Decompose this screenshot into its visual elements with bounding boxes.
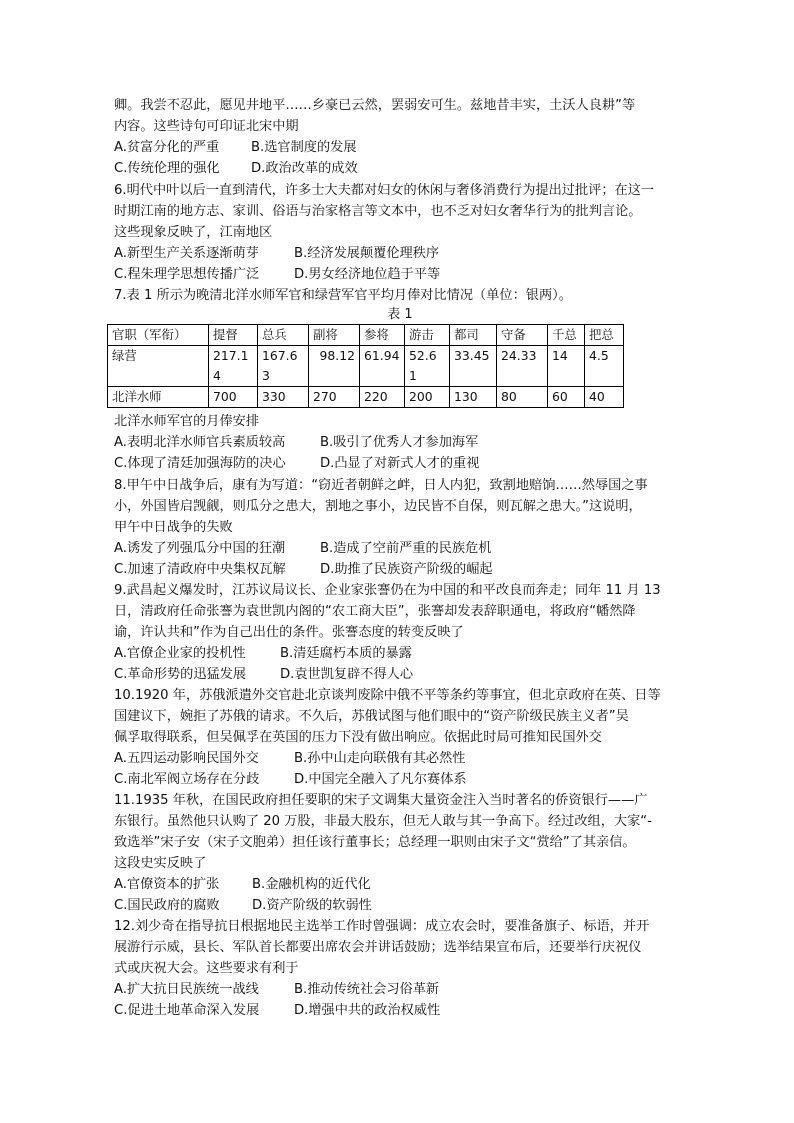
- table-cell: 绿营: [108, 346, 209, 387]
- table-cell: 200: [405, 387, 450, 408]
- q11-text-line-2: 东银行。虽然他只认购了 20 万股，非最大股东，但无人敢与其一争高下。经过改组，大家“-: [114, 814, 652, 829]
- q10-option-c: C.南北军阀立场存在分歧: [114, 772, 260, 787]
- table-header-cell: 总兵: [258, 325, 309, 346]
- q7-option-a: A.表明北洋水师官兵素质较高: [114, 435, 286, 450]
- q5-option-a: A.贫富分化的严重: [114, 140, 220, 155]
- q8-option-a: A.诱发了列强瓜分中国的狂潮: [114, 541, 286, 556]
- q9-text-line-2: 日，清政府任命张謇为袁世凯内阁的“农工商大臣”，张謇却发表辞职通电，将政府“幡然降: [114, 604, 636, 619]
- table-row: [108, 387, 624, 408]
- salary-table: [107, 324, 624, 408]
- table-cell: 98.12: [309, 346, 360, 387]
- table-caption: 表 1: [387, 307, 413, 322]
- table-cell: 700: [209, 387, 258, 408]
- table-cell: 33.45: [450, 346, 497, 387]
- q10-option-d: D.中国完全融入了凡尔赛体系: [294, 772, 467, 787]
- table-cell: 220: [360, 387, 405, 408]
- q7-option-d: D.凸显了对新式人才的重视: [320, 456, 480, 471]
- table-header-cell: 官职（军衔）: [108, 325, 209, 346]
- q7-text-line-2: 北洋水师军官的月俸安排: [114, 414, 260, 429]
- q9-text-line-3: 谕，许认共和”作为自己出仕的条件。张謇态度的转变反映了: [114, 625, 464, 640]
- table-header-cell: 守备: [497, 325, 548, 346]
- q12-option-c: C.促进土地革命深入发展: [114, 1003, 260, 1018]
- q11-option-b: B.金融机构的近代化: [252, 877, 371, 892]
- table-cell: 60: [548, 387, 585, 408]
- q8-option-b: B.造成了空前严重的民族危机: [320, 541, 492, 556]
- q12-option-a: A.扩大抗日民族统一战线: [114, 982, 259, 997]
- q5-text-line-2: 内容。这些诗句可印证北宋中期: [114, 119, 299, 134]
- q9-option-a: A.官僚企业家的投机性: [114, 646, 246, 661]
- table-header-cell: 提督: [209, 325, 258, 346]
- q5-text-line-1: 卿。我尝不忍此，愿见井地平……乡豪已云然，罢弱安可生。兹地昔丰实，土沃人良耕”等: [114, 98, 636, 113]
- q8-text-line-1: 8.甲午中日战争后，康有为写道：“窃近者朝鲜之衅，日人内犯，致割地赔饷……然辱国之事: [114, 478, 648, 493]
- table-cell: 61.94: [360, 346, 405, 387]
- table-cell: 130: [450, 387, 497, 408]
- q8-text-line-2: 小，外国皆启觊觎，则瓜分之患大，割地之事小，边民皆不自保，则瓦解之患大。”这说明，: [114, 499, 642, 514]
- q6-option-b: B.经济发展颠覆伦理秩序: [294, 246, 440, 261]
- table-cell: 14: [548, 346, 585, 387]
- q7-text-line-1: 7.表 1 所示为晚清北洋水师军官和绿营军官平均月俸对比情况（单位：银两）。: [114, 288, 572, 303]
- q10-text-line-3: 佩孚取得联系，但吴佩孚在英国的压力下没有做出响应。依据此时局可推知民国外交: [114, 730, 602, 745]
- q6-option-a: A.新型生产关系逐渐萌芽: [114, 246, 259, 261]
- table-header-cell: 游击: [405, 325, 450, 346]
- q12-option-d: D.增强中共的政治权威性: [294, 1003, 441, 1018]
- q9-option-c: C.革命形势的迅猛发展: [114, 667, 247, 682]
- q10-option-b: B.孙中山走向联俄有其必然性: [294, 751, 466, 766]
- q12-text-line-1: 12.刘少奇在指导抗日根据地民主选举工作时曾强调：成立农会时，要准备旗子、标语，并开: [114, 919, 650, 934]
- table-cell: 52.6 1: [405, 346, 450, 387]
- table-header-row: [108, 325, 624, 346]
- table-header-cell: 副将: [309, 325, 360, 346]
- q6-option-d: D.男女经济地位趋于平等: [294, 267, 441, 282]
- q11-text-line-3: 致选举”宋子安（宋子文胞弟）担任该行董事长；总经理一职则由宋子文“赏给”了其亲信。: [114, 835, 636, 850]
- q11-option-c: C.国民政府的腐败: [114, 898, 220, 913]
- table-cell: 北洋水师: [108, 387, 209, 408]
- q5-option-d: D.政治改革的成效: [251, 161, 358, 176]
- table-cell: 4.5: [585, 346, 624, 387]
- table-cell: 330: [258, 387, 309, 408]
- q12-text-line-3: 式或庆祝大会。这些要求有利于: [114, 961, 299, 976]
- q5-option-c: C.传统伦理的强化: [114, 161, 220, 176]
- q11-text-line-1: 11.1935 年秋，在国民政府担任要职的宋子文调集大量资金注入当时著名的侨资银行——广: [114, 793, 648, 808]
- q6-text-line-1: 6.明代中叶以后一直到清代，许多士大夫都对妇女的休闲与奢侈消费行为提出过批评；在这一: [114, 183, 655, 198]
- q7-option-b: B.吸引了优秀人才参加海军: [320, 435, 479, 450]
- q11-option-a: A.官僚资本的扩张: [114, 877, 220, 892]
- q6-option-c: C.程朱理学思想传播广泛: [114, 267, 260, 282]
- table-cell: 167.6 3: [258, 346, 309, 387]
- table-cell: 40: [585, 387, 624, 408]
- q12-text-line-2: 展游行示威，县长、军队首长都要出席农会并讲话鼓励；选举结果宣布后，还要举行庆祝仪: [114, 940, 642, 955]
- q9-text-line-1: 9.武昌起义爆发时，江苏议局议长、企业家张謇仍在为中国的和平改良而奔走；同年 11 月 13: [114, 583, 661, 598]
- q5-option-b: B.选官制度的发展: [251, 140, 357, 155]
- q9-option-b: B.清廷腐朽本质的暴露: [280, 646, 412, 661]
- q6-text-line-2: 时期江南的地方志、家训、俗语与治家格言等文本中，也不乏对妇女奢华行为的批判言论。: [114, 204, 642, 219]
- q12-option-b: B.推动传统社会习俗革新: [294, 982, 440, 997]
- q8-option-c: C.加速了清政府中央集权瓦解: [114, 562, 286, 577]
- q11-option-d: D.资产阶级的软弱性: [252, 898, 372, 913]
- table-header-cell: 都司: [450, 325, 497, 346]
- q11-text-line-4: 这段史实反映了: [114, 856, 207, 871]
- table-header-cell: 把总: [585, 325, 624, 346]
- q9-option-d: D.袁世凯复辟不得人心: [280, 667, 414, 682]
- q7-option-c: C.体现了清廷加强海防的决心: [114, 456, 286, 471]
- table-row: [108, 346, 624, 387]
- q8-text-line-3: 甲午中日战争的失败: [114, 520, 233, 535]
- q10-text-line-1: 10.1920 年，苏俄派遣外交官赴北京谈判废除中俄不平等条约等事宜，但北京政府在英、日等: [114, 688, 661, 703]
- table-cell: 217.1 4: [209, 346, 258, 387]
- table-cell: 270: [309, 387, 360, 408]
- table-header-cell: 参将: [360, 325, 405, 346]
- q8-option-d: D.助推了民族资产阶级的崛起: [320, 562, 493, 577]
- q6-text-line-3: 这些现象反映了，江南地区: [114, 225, 273, 240]
- q10-option-a: A.五四运动影响民国外交: [114, 751, 259, 766]
- table-cell: 80: [497, 387, 548, 408]
- q10-text-line-2: 国建议下，婉拒了苏俄的请求。不久后，苏俄试图与他们眼中的“资产阶级民族主义者”吴: [114, 709, 629, 724]
- table-cell: 24.33: [497, 346, 548, 387]
- table-header-cell: 千总: [548, 325, 585, 346]
